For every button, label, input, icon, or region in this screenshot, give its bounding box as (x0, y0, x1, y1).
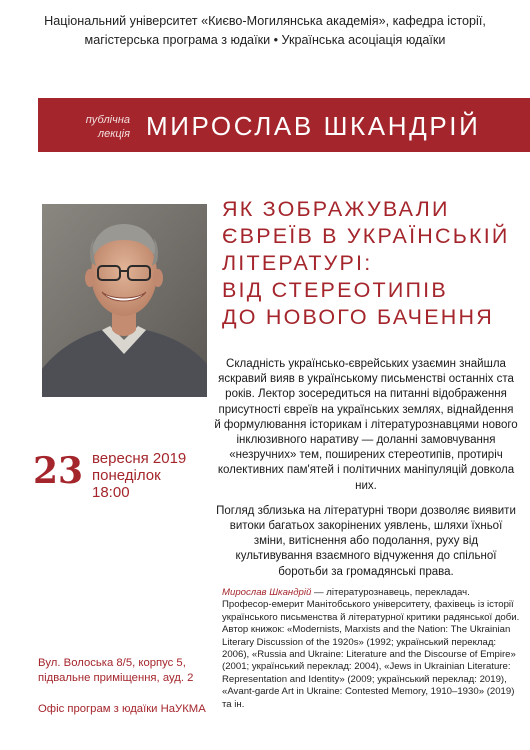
lecture-description (214, 357, 518, 590)
header-line-2: магістерська програма з юдаїки • Українська асоціація юдаїки (84, 33, 446, 47)
event-organizer: Офіс програм з юдаїки НаУКМА (38, 703, 206, 715)
lecture-label-line-2: лекція (97, 128, 130, 140)
header-line-1: Національний університет «Києво-Могилянська академія», кафедра історії, (44, 14, 486, 28)
header-organizers (0, 12, 530, 50)
event-day: 23 (33, 450, 84, 492)
title-line-1: ЯК ЗОБРАЖУВАЛИ (222, 197, 450, 221)
speaker-photo (42, 204, 207, 397)
title-line-4: ВІД СТЕРЕОТИПІВ (222, 278, 448, 302)
venue-line-2: підвальне приміщення, ауд. 2 (38, 672, 194, 684)
lecture-title (222, 196, 522, 331)
speaker-bio (222, 587, 522, 711)
lecture-label (66, 113, 130, 141)
event-weekday: понеділок (92, 467, 161, 484)
venue-address (38, 656, 193, 686)
description-paragraph-1: Складність українсько-єврейських узаємин знайшла яскравий вияв в українському письменстві останніх ста років. Лектор зосередиться на питанні відображення присутності євреїв на українських землях, віднайдення й формулювання історикам і літературознавцями нового інклюзивного наративу — доланні замовчування «незручних» тем, поширених стереотипів, протиріч колективних пам'ятей і політичних маніпуляцій довкола них. (214, 358, 518, 492)
bio-speaker-name: Мирослав Шкандрій (222, 587, 312, 598)
title-line-3: ЛІТЕРАТУРІ: (222, 251, 373, 275)
title-line-5: ДО НОВОГО БАЧЕННЯ (222, 305, 494, 329)
title-line-2: ЄВРЕЇВ В УКРАЇНСЬКІЙ (222, 224, 510, 248)
event-time: 18:00 (92, 484, 130, 501)
event-month-year: вересня 2019 (92, 450, 187, 467)
description-paragraph-2: Погляд зблизька на літературні твори дозволяє виявити витоки багатьох закорінених уявлень, шляхи їхньої зміни, витіснення або подолання, руху від культивування взаємного відчуження до спільної боротьби за громадянські права. (216, 504, 516, 578)
event-datetime (92, 450, 186, 501)
speaker-name: МИРОСЛАВ ШКАНДРІЙ (146, 111, 481, 141)
speaker-portrait-image (42, 204, 207, 397)
lecture-label-line-1: публічна (85, 114, 130, 126)
venue-line-1: Вул. Волоська 8/5, корпус 5, (38, 657, 186, 669)
bio-text: — літературознавець, перекладач. Професор-емерит Манітобського університету, фахівець із історії українського письменства й літературної критики радянської доби. Автор книжок: «Modernists, Marxists and the Nation: The Ukrainian Literary Discussion of the 1920s» (1992; український переклад: 2006), «Russia and Ukraine: Literature and the Discourse of Empire» (2001; український переклад: 2004), «Jews in Ukrainian Literature: Representation and Identity» (2009; український переклад: 2019), «Avant-garde Art in Ukraine: Contested Memory, 1910–1930» (2019) та ін. (222, 587, 520, 710)
